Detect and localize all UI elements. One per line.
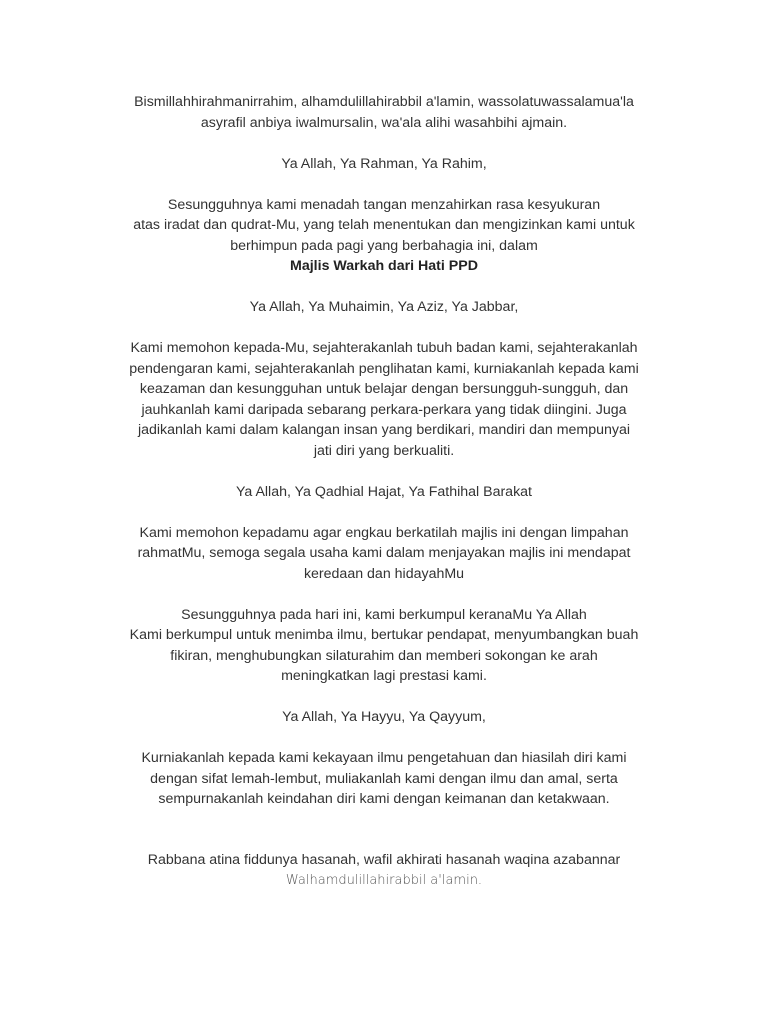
knowledge-line: Kurniakanlah kepada kami kekayaan ilmu pengetahuan dan hiasilah diri kami xyxy=(141,750,627,766)
invocation-line: Ya Allah, Ya Muhaimin, Ya Aziz, Ya Jabbar, xyxy=(249,299,519,315)
event-name: Majlis Warkah dari Hati PPD xyxy=(290,258,478,274)
invocation-line: Ya Allah, Ya Rahman, Ya Rahim, xyxy=(281,155,487,172)
gathering-line: Sesungguhnya pada hari ini, kami berkumpul keranaMu Ya Allah xyxy=(181,606,587,623)
blessing-paragraph xyxy=(40,523,728,585)
blessing-line: keredaan dan hidayahMu xyxy=(303,565,465,582)
blessing-line: Kami memohon kepadamu agar engkau berkatilah majlis ini dengan limpahan xyxy=(139,524,629,541)
wellbeing-line: pendengaran kami, sejahterakanlah penglihatan kami, kurniakanlah kepada kami xyxy=(129,360,639,377)
gathering-line: fikiran, menghubungkan silaturahim dan memberi sokongan ke arah xyxy=(170,647,598,664)
invocation-line: Ya Allah, Ya Hayyu, Ya Qayyum, xyxy=(282,709,486,725)
invocation-heading xyxy=(40,482,728,503)
gratitude-line: berhimpun pada pagi yang berbahagia ini, dalam xyxy=(230,237,538,254)
closing-dua: Rabbana atina fiddunya hasanah, wafil akhirati hasanah waqina azabannar xyxy=(147,852,621,868)
gratitude-line: atas iradat dan qudrat-Mu, yang telah menentukan dan mengizinkan kami untuk xyxy=(133,217,635,233)
wellbeing-line: keazaman dan kesungguhan untuk belajar dengan bersungguh-sungguh, dan xyxy=(139,381,629,397)
blessing-line: rahmatMu, semoga segala usaha kami dalam menjayakan majlis ini mendapat xyxy=(137,545,631,561)
wellbeing-line: Kami memohon kepada-Mu, sejahterakanlah tubuh badan kami, sejahterakanlah xyxy=(130,340,638,356)
invocation-heading xyxy=(40,297,728,318)
gathering-line: meningkatkan lagi prestasi kami. xyxy=(281,668,487,684)
gathering-line: Kami berkumpul untuk menimba ilmu, bertukar pendapat, menyumbangkan buah xyxy=(129,627,639,643)
knowledge-line: sempurnakanlah keindahan diri kami dengan keimanan dan ketakwaan. xyxy=(158,791,610,807)
closing-praise: Walhamdulillahirabbil a'lamin. xyxy=(285,872,483,888)
knowledge-paragraph xyxy=(40,748,728,810)
gratitude-paragraph xyxy=(40,195,728,277)
wellbeing-line: jauhkanlah kami daripada sebarang perkara-perkara yang tidak diingini. Juga xyxy=(141,401,627,418)
wellbeing-line: jadikanlah kami dalam kalangan insan yang berdikari, mandiri dan mempunyai xyxy=(137,422,631,438)
opening-line: asyrafil anbiya iwalmursalin, wa'ala alihi wasahbihi ajmain. xyxy=(200,114,568,131)
spacer xyxy=(40,830,728,850)
invocation-heading xyxy=(40,154,728,175)
knowledge-line: dengan sifat lemah-lembut, muliakanlah kami dengan ilmu dan amal, serta xyxy=(150,770,618,787)
prayer-document xyxy=(40,92,728,912)
invocation-heading xyxy=(40,707,728,728)
wellbeing-line: jati diri yang berkualiti. xyxy=(313,442,455,459)
opening-paragraph xyxy=(40,92,728,133)
invocation-line: Ya Allah, Ya Qadhial Hajat, Ya Fathihal Barakat xyxy=(235,483,532,500)
wellbeing-paragraph xyxy=(40,338,728,461)
closing-paragraph xyxy=(40,850,728,891)
gathering-paragraph xyxy=(40,605,728,687)
gratitude-line: Sesungguhnya kami menadah tangan menzahirkan rasa kesyukuran xyxy=(167,196,601,213)
opening-line: Bismillahhirahmanirrahim, alhamdulillahirabbil a'lamin, wassolatuwassalamua'la xyxy=(134,94,634,110)
